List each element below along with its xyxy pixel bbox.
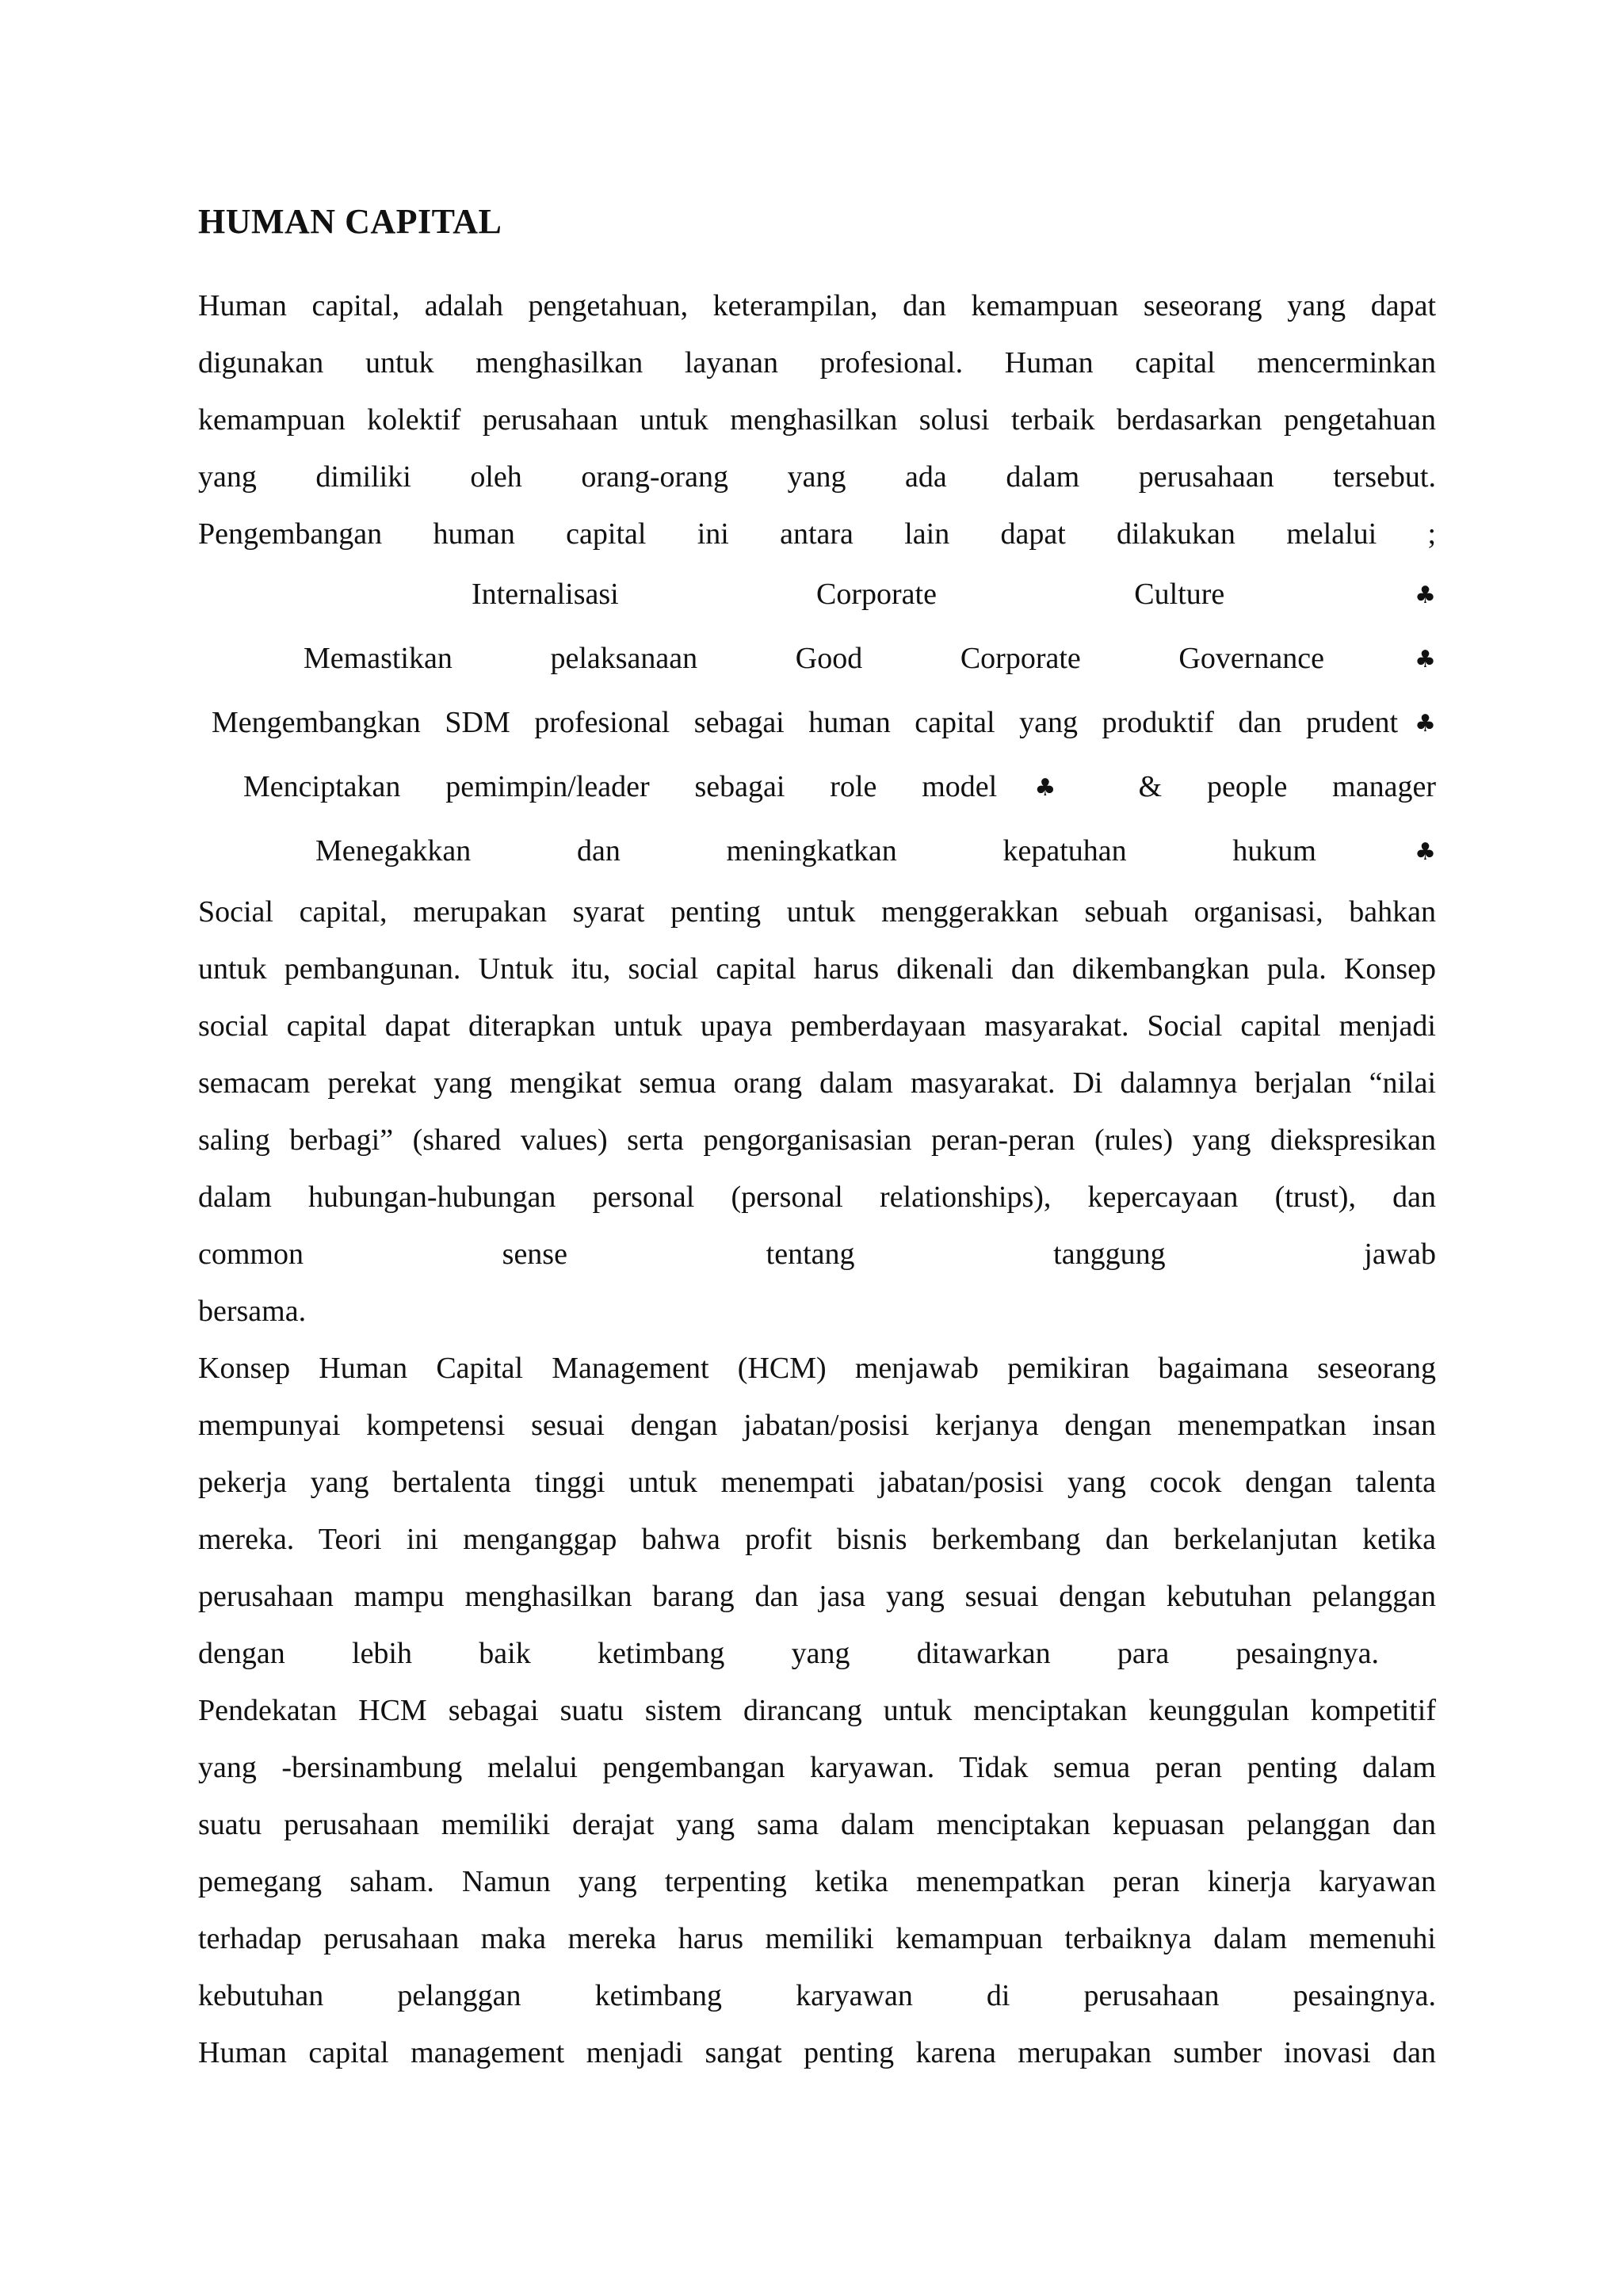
- text-line: mempunyai kompetensi sesuai dengan jabatan/posisi kerjanya dengan menempatkan insan: [198, 1409, 1436, 1442]
- list-item-text: Internalisasi Corporate Culture: [472, 578, 1225, 611]
- paragraph-social-capital: [198, 883, 1436, 1340]
- text-line: mereka. Teori ini menganggap bahwa profit bisnis berkembang dan berkelanjutan ketika: [198, 1523, 1436, 1556]
- text-line: bersama.: [198, 1295, 307, 1328]
- club-bullet-icon: ♣: [1224, 582, 1436, 609]
- text-line: saling berbagi” (shared values) serta pengorganisasian peran-peran (rules) yang diekspresikan: [198, 1123, 1436, 1157]
- text-line: Pengembangan human capital ini antara lain dapat dilakukan melalui ;: [198, 517, 1436, 551]
- club-bullet-icon: ♣: [1316, 838, 1436, 866]
- paragraph-hcm: [198, 1340, 1436, 2081]
- text-line: semacam perekat yang mengikat semua orang dalam masyarakat. Di dalamnya berjalan “nilai: [198, 1066, 1436, 1100]
- list-item-text: Menciptakan pemimpin/leader sebagai role model: [243, 770, 998, 803]
- list-item: [198, 563, 1436, 627]
- list-item: [198, 819, 1436, 883]
- bullet-list: [198, 563, 1436, 883]
- text-line: kebutuhan pelanggan ketimbang karyawan di perusahaan pesaingnya.: [198, 1979, 1436, 2012]
- text-line: Konsep Human Capital Management (HCM) menjawab pemikiran bagaimana seseorang: [198, 1352, 1436, 1385]
- text-line: pemegang saham. Namun yang terpenting ketika menempatkan peran kinerja karyawan: [198, 1865, 1436, 1898]
- text-line: perusahaan mampu menghasilkan barang dan jasa yang sesuai dengan kebutuhan pelanggan: [198, 1580, 1436, 1613]
- text-line: dalam hubungan-hubungan personal (personal relationships), kepercayaan (trust), dan: [198, 1180, 1436, 1214]
- document-body: [198, 196, 1436, 2081]
- text-line: social capital dapat diterapkan untuk upaya pemberdayaan masyarakat. Social capital menjadi: [198, 1009, 1436, 1043]
- text-line: kemampuan kolektif perusahaan untuk menghasilkan solusi terbaik berdasarkan pengetahuan: [198, 403, 1436, 437]
- list-item-text: Memastikan pelaksanaan Good Corporate Governance: [304, 642, 1324, 675]
- list-item: [198, 627, 1436, 691]
- text-line: yang dimiliki oleh orang-orang yang ada dalam perusahaan tersebut.: [198, 460, 1436, 494]
- list-item-text: Mengembangkan SDM profesional sebagai human capital yang produktif dan prudent: [212, 706, 1399, 739]
- text-line: untuk pembangunan. Untuk itu, social capital harus dikenali dan dikembangkan pula. Konsep: [198, 952, 1436, 986]
- list-item-text: Menegakkan dan meningkatkan kepatuhan hukum: [315, 834, 1316, 868]
- club-bullet-icon: ♣: [1398, 710, 1436, 738]
- club-bullet-icon: ♣: [1323, 646, 1436, 673]
- list-item: [198, 755, 1436, 819]
- text-line: terhadap perusahaan maka mereka harus memiliki kemampuan terbaiknya dalam memenuhi: [198, 1922, 1436, 1955]
- text-line: digunakan untuk menghasilkan layanan profesional. Human capital mencerminkan: [198, 346, 1436, 379]
- text-line: pekerja yang bertalenta tinggi untuk menempati jabatan/posisi yang cocok dengan talenta: [198, 1466, 1436, 1499]
- text-line: Human capital management menjadi sangat penting karena merupakan sumber inovasi dan: [198, 2036, 1436, 2069]
- text-line: suatu perusahaan memiliki derajat yang sama dalam menciptakan kepuasan pelanggan dan: [198, 1808, 1436, 1841]
- text-line: yang -bersinambung melalui pengembangan karyawan. Tidak semua peran penting dalam: [198, 1751, 1436, 1784]
- list-item: [198, 691, 1436, 755]
- text-line: dengan lebih baik ketimbang yang ditawarkan para pesaingnya.: [198, 1637, 1379, 1670]
- paragraph-human-capital: [198, 277, 1436, 563]
- page-title: HUMAN CAPITAL: [198, 202, 502, 241]
- list-item-text: & people manager: [1093, 770, 1436, 803]
- text-line: Pendekatan HCM sebagai suatu sistem dirancang untuk menciptakan keunggulan kompetitif: [198, 1694, 1436, 1727]
- text-line: common sense tentang tanggung jawab: [198, 1238, 1436, 1271]
- club-bullet-icon: ♣: [997, 774, 1094, 802]
- text-line: Social capital, merupakan syarat penting untuk menggerakkan sebuah organisasi, bahkan: [198, 895, 1436, 929]
- text-line: Human capital, adalah pengetahuan, keterampilan, dan kemampuan seseorang yang dapat: [198, 289, 1436, 322]
